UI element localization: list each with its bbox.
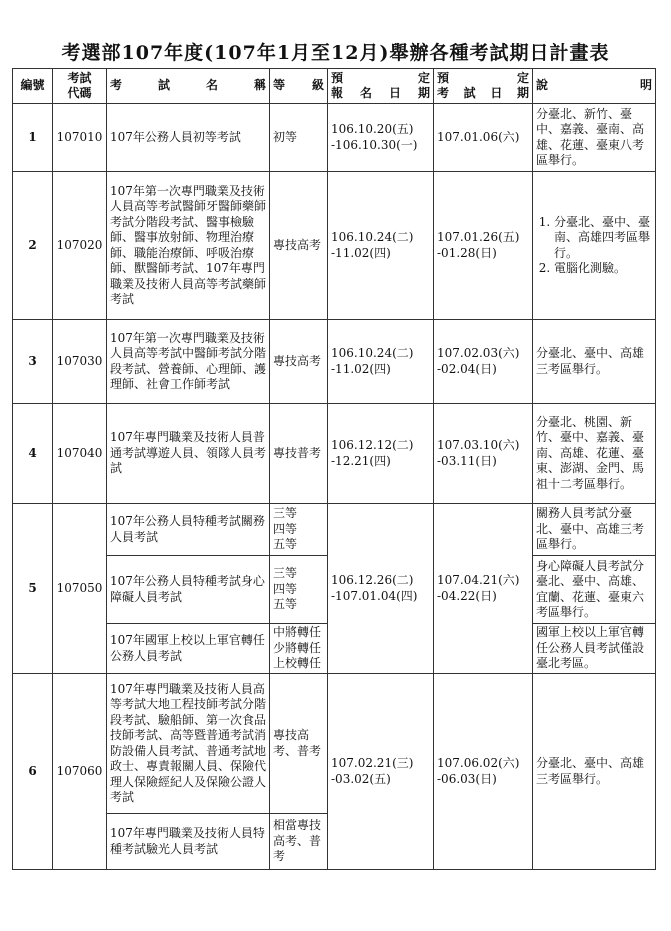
exam-name: 107年專門職業及技術人員普通考試導遊人員、領隊人員考試	[107, 404, 270, 504]
header-no: 編號	[13, 69, 53, 104]
header-exam-date: 預 定 考 試 日 期	[434, 69, 533, 104]
row-number: 1	[13, 104, 53, 172]
registration-date: 106.10.24(二) -11.02(四)	[328, 172, 434, 320]
exam-level: 專技高考、普考	[270, 674, 328, 814]
header-level: 等 級	[270, 69, 328, 104]
table-row	[13, 674, 656, 814]
exam-date: 107.03.10(六) -03.11(日)	[434, 404, 533, 504]
exam-code: 107020	[53, 172, 107, 320]
header-reg-date: 預 定 報 名 日 期	[328, 69, 434, 104]
exam-note: 分臺北、新竹、臺中、嘉義、臺南、高雄、花蓮、臺東八考區舉行。	[533, 104, 656, 172]
table-row	[13, 104, 656, 172]
registration-date: 106.12.12(二) -12.21(四)	[328, 404, 434, 504]
exam-level: 中將轉任 少將轉任 上校轉任	[270, 624, 328, 674]
registration-date: 107.02.21(三) -03.02(五)	[328, 674, 434, 870]
exam-code: 107060	[53, 674, 107, 870]
exam-note	[533, 172, 656, 320]
exam-level: 三等 四等 五等	[270, 504, 328, 556]
exam-name: 107年國軍上校以上軍官轉任公務人員考試	[107, 624, 270, 674]
exam-date: 107.01.06(六)	[434, 104, 533, 172]
exam-level: 三等 四等 五等	[270, 556, 328, 624]
exam-code: 107050	[53, 504, 107, 674]
exam-date: 107.06.02(六) -06.03(日)	[434, 674, 533, 870]
exam-date: 107.02.03(六) -02.04(日)	[434, 320, 533, 404]
header-note: 說 明	[533, 69, 656, 104]
note-item: 1. 分臺北、臺中、臺南、高雄四考區舉行。	[554, 215, 652, 262]
header-code: 考試 代碼	[53, 69, 107, 104]
exam-note: 分臺北、臺中、高雄三考區舉行。	[533, 320, 656, 404]
row-number: 4	[13, 404, 53, 504]
exam-name: 107年專門職業及技術人員特種考試驗光人員考試	[107, 814, 270, 870]
exam-name: 107年專門職業及技術人員高等考試大地工程技師考試分階段考試、驗船師、第一次食品技師考試、高等暨普通考試消防設備人員考試、普通考試地政士、專責報關人員、保險代理人保險經紀人及保險公證人考試	[107, 674, 270, 814]
registration-date: 106.12.26(二) -107.01.04(四)	[328, 504, 434, 674]
exam-date: 107.01.26(五) -01.28(日)	[434, 172, 533, 320]
table-row	[13, 320, 656, 404]
exam-name: 107年第一次專門職業及技術人員高等考試中醫師考試分階段考試、營養師、心理師、護理師、社會工作師考試	[107, 320, 270, 404]
row-number: 2	[13, 172, 53, 320]
exam-level: 專技高考	[270, 320, 328, 404]
note-item: 2. 電腦化測驗。	[554, 261, 652, 277]
header-row	[13, 69, 656, 104]
exam-note: 分臺北、臺中、高雄三考區舉行。	[533, 674, 656, 870]
exam-level: 專技普考	[270, 404, 328, 504]
exam-code: 107010	[53, 104, 107, 172]
exam-code: 107030	[53, 320, 107, 404]
registration-date: 106.10.24(二) -11.02(四)	[328, 320, 434, 404]
row-number: 5	[13, 504, 53, 674]
exam-note: 分臺北、桃園、新竹、臺中、嘉義、臺南、高雄、花蓮、臺東、澎湖、金門、馬祖十二考區舉行。	[533, 404, 656, 504]
page-title: 考選部107年度(107年1月至12月)舉辦各種考試期日計畫表	[61, 42, 610, 64]
registration-date: 106.10.20(五) -106.10.30(一)	[328, 104, 434, 172]
exam-name: 107年公務人員初等考試	[107, 104, 270, 172]
row-number: 3	[13, 320, 53, 404]
exam-note: 國軍上校以上軍官轉任公務人員考試僅設臺北考區。	[533, 624, 656, 674]
exam-level: 相當專技高考、普考	[270, 814, 328, 870]
exam-name: 107年第一次專門職業及技術人員高等考試醫師牙醫師藥師考試分階段考試、醫事檢驗師、醫事放射師、物理治療師、職能治療師、呼吸治療師、獸醫師考試、107年專門職業及技術人員高等考試藥師考試	[107, 172, 270, 320]
exam-note: 身心障礙人員考試分臺北、臺中、高雄、宜蘭、花蓮、臺東六考區舉行。	[533, 556, 656, 624]
table-row	[13, 172, 656, 320]
exam-note: 關務人員考試分臺北、臺中、高雄三考區舉行。	[533, 504, 656, 556]
row-number: 6	[13, 674, 53, 870]
exam-code: 107040	[53, 404, 107, 504]
exam-name: 107年公務人員特種考試身心障礙人員考試	[107, 556, 270, 624]
table-row	[13, 404, 656, 504]
exam-level: 專技高考	[270, 172, 328, 320]
exam-date: 107.04.21(六) -04.22(日)	[434, 504, 533, 674]
table-row	[13, 504, 656, 556]
header-name: 考 試 名 稱	[107, 69, 270, 104]
exam-level: 初等	[270, 104, 328, 172]
exam-name: 107年公務人員特種考試關務人員考試	[107, 504, 270, 556]
exam-schedule-table	[12, 68, 656, 870]
